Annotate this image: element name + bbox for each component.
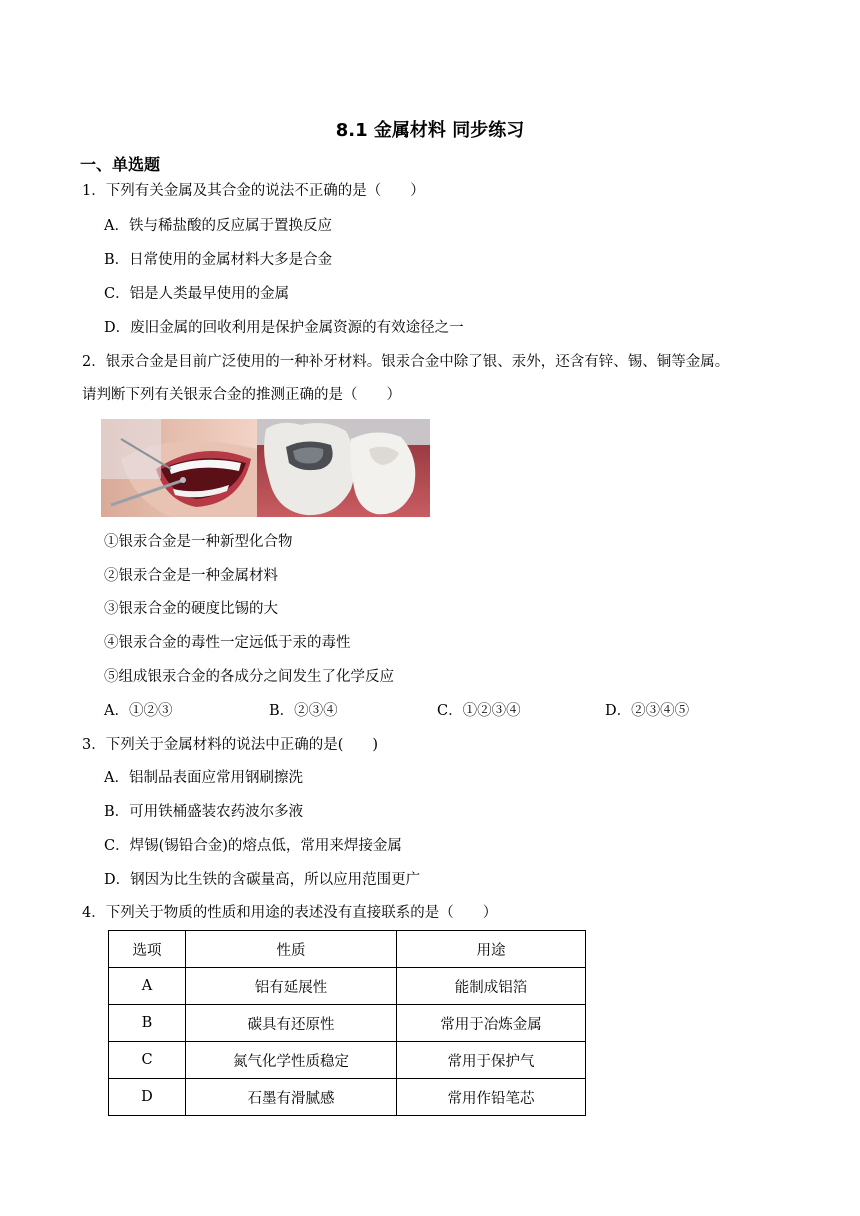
table-cell: 碳具有还原性 [186,1005,397,1042]
table-row [109,1042,586,1079]
question-3-option-c: C．焊锡(锡铅合金)的熔点低，常用来焊接金属 [104,838,402,854]
question-3-option-b: B．可用铁桶盛装农药波尔多液 [104,804,304,820]
table-row [109,968,586,1005]
table-cell: 常用作铅笔芯 [397,1079,586,1116]
question-4-stem: 4．下列关于物质的性质和用途的表述没有直接联系的是（ ） [82,905,498,921]
table-cell: D [109,1079,186,1116]
page-title: 8.1 金属材料 同步练习 [335,120,525,141]
table-cell: 能制成铝箔 [397,968,586,1005]
question-1-option-a: A．铁与稀盐酸的反应属于置换反应 [104,218,332,234]
question-2-choice-a: A．①②③ [104,703,173,719]
statement-3: ③银汞合金的硬度比锡的大 [104,601,278,617]
dental-filling-illustration [101,419,430,517]
table-cell: 石墨有滑腻感 [186,1079,397,1116]
table-header-option: 选项 [109,931,186,968]
question-3-stem: 3．下列关于金属材料的说法中正确的是( ) [82,737,379,753]
table-cell: A [109,968,186,1005]
statement-5: ⑤组成银汞合金的各成分之间发生了化学反应 [104,669,394,685]
table-cell: 氮气化学性质稳定 [186,1042,397,1079]
section-heading: 一、单选题 [80,155,161,174]
statement-1: ①银汞合金是一种新型化合物 [104,534,293,550]
question-1-option-b: B．日常使用的金属材料大多是合金 [104,252,333,268]
question-2-stem-line2: 请判断下列有关银汞合金的推测正确的是（ ） [82,387,401,403]
question-2-stem-line1: 2．银汞合金是目前广泛使用的一种补牙材料。银汞合金中除了银、汞外，还含有锌、锡、铜等金属。 [82,354,730,370]
question-2-choice-d: D．②③④⑤ [605,703,690,719]
statement-2: ②银汞合金是一种金属材料 [104,568,278,584]
table-header-row [109,931,586,968]
question-1-option-d: D．废旧金属的回收利用是保护金属资源的有效途径之一 [104,320,464,336]
table-cell: 常用于冶炼金属 [397,1005,586,1042]
question-2-choice-b: B．②③④ [269,703,338,719]
question-2-choices [104,701,744,721]
question-3-option-d: D．钢因为比生铁的含碳量高，所以应用范围更广 [104,872,421,888]
table-cell: C [109,1042,186,1079]
table-cell: 常用于保护气 [397,1042,586,1079]
question-3-option-a: A．铝制品表面应常用钢刷擦洗 [104,770,303,786]
property-use-table [108,930,586,1116]
table-row [109,1079,586,1116]
question-1-option-c: C．铝是人类最早使用的金属 [104,286,290,302]
table-header-property: 性质 [186,931,397,968]
table-cell: 铝有延展性 [186,968,397,1005]
question-1-stem: 1．下列有关金属及其合金的说法不正确的是（ ） [82,183,425,199]
table-header-use: 用途 [397,931,586,968]
table-row [109,1005,586,1042]
question-2-choice-c: C．①②③④ [437,703,521,719]
statement-4: ④银汞合金的毒性一定远低于汞的毒性 [104,635,351,651]
table-cell: B [109,1005,186,1042]
